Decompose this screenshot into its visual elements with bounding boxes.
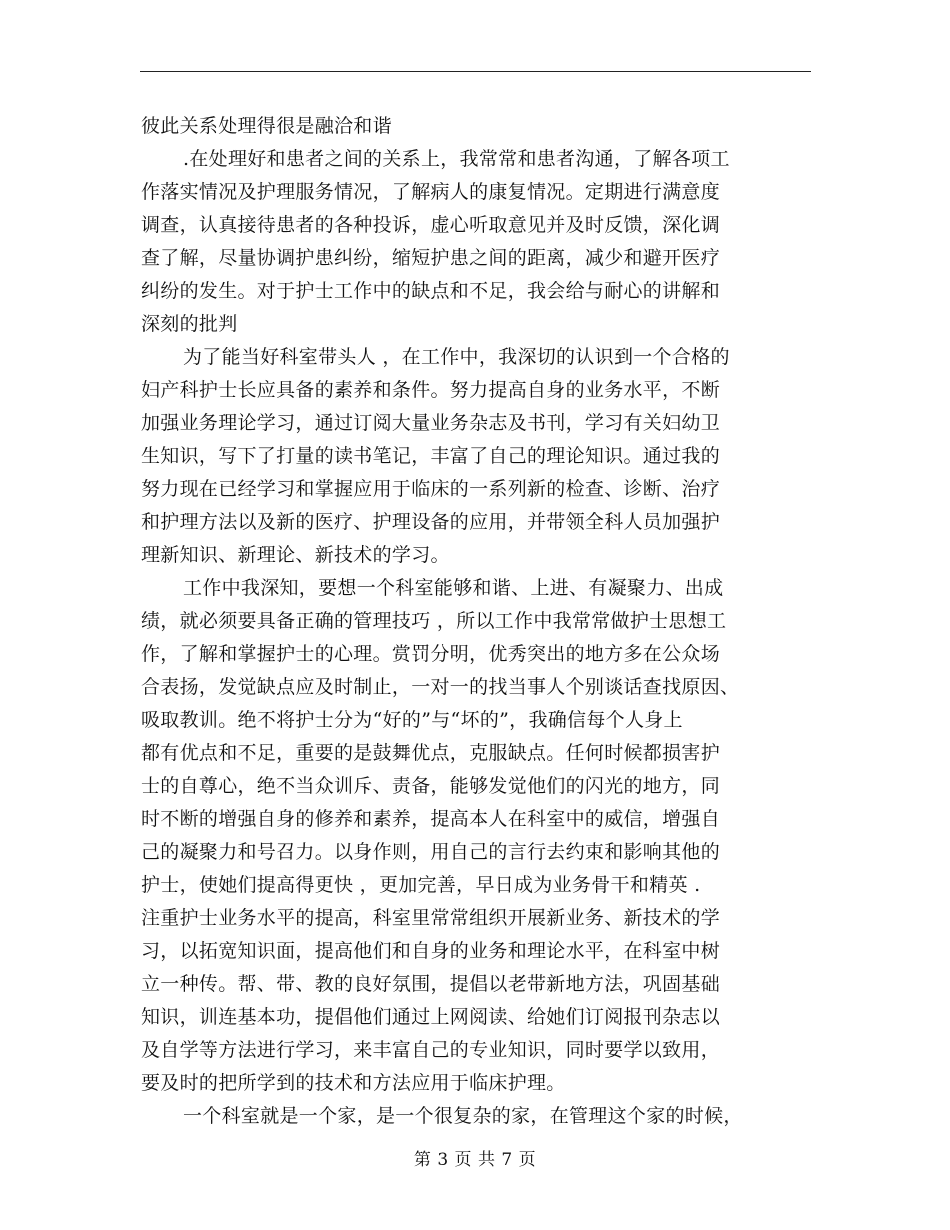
- text-line: 注重护士业务水平的提高，科室里常常组织开展新业务、新技术的学: [141, 907, 721, 929]
- document-body: [141, 110, 811, 1133]
- text-line: 都有优点和不足，重要的是鼓舞优点，克服缺点。任何时候都损害护: [141, 742, 721, 764]
- text-line: 己的凝聚力和号召力。以身作则，用自己的言行去约束和影响其他的: [141, 841, 721, 863]
- text-line: 彼此关系处理得很是融洽和谐: [141, 115, 392, 137]
- text-line: 调查，认真接待患者的各种投诉，虚心听取意见并及时反馈，深化调: [141, 214, 721, 236]
- text-line: 及自学等方法进行学习，来丰富自己的专业知识，同时要学以致用，: [141, 1039, 721, 1061]
- text-line: 时不断的增强自身的修养和素养，提高本人在科室中的威信，增强自: [141, 808, 721, 830]
- text-line: 吸取教训。绝不将护士分为“好的”与“坏的”，我确信每个人身上: [141, 709, 683, 731]
- text-line: 作落实情况及护理服务情况，了解病人的康复情况。定期进行满意度: [141, 181, 721, 203]
- text-line: 作，了解和掌握护士的心理。赏罚分明，优秀突出的地方多在公众场: [141, 643, 721, 665]
- text-line: 习，以拓宽知识面，提高他们和自身的业务和理论水平，在科室中树: [141, 940, 721, 962]
- text-line: 绩，就必须要具备正确的管理技巧 ，所以工作中我常常做护士思想工: [141, 610, 727, 632]
- text-line: 查了解，尽量协调护患纠纷，缩短护患之间的距离，减少和避开医疗: [141, 247, 721, 269]
- text-line: 护士，使她们提高得更快 ，更加完善，早日成为业务骨干和精英 .: [141, 874, 701, 896]
- text-line: 和护理方法以及新的医疗、护理设备的应用，并带领全科人员加强护: [141, 511, 721, 533]
- text-line: 立一种传。帮、带、教的良好氛围，提倡以老带新地方法，巩固基础: [141, 973, 721, 995]
- text-line: 生知识，写下了打量的读书笔记，丰富了自己的理论知识。通过我的: [141, 445, 721, 467]
- text-line: 知识，训连基本功，提倡他们通过上网阅读、给她们订阅报刊杂志以: [141, 1006, 721, 1028]
- text-line: 工作中我深知，要想一个科室能够和谐、上进、有凝聚力、出成: [183, 577, 724, 599]
- page-number: 第 3 页 共 7 页: [413, 1150, 537, 1170]
- text-line: 纠纷的发生。对于护士工作中的缺点和不足，我会给与耐心的讲解和: [141, 280, 721, 302]
- text-line: 合表扬，发觉缺点应及时制止，一对一的找当事人个别谈话查找原因、: [141, 676, 740, 698]
- text-line: 努力现在已经学习和掌握应用于临床的一系列新的检查、诊断、治疗: [141, 478, 721, 500]
- text-line: 为了能当好科室带头人 ，在工作中，我深切的认识到一个合格的: [183, 346, 730, 368]
- text-line: 加强业务理论学习，通过订阅大量业务杂志及书刊，学习有关妇幼卫: [141, 412, 721, 434]
- header-rule: [140, 71, 811, 72]
- text-line: 理新知识、新理论、新技术的学习。: [141, 544, 450, 566]
- text-line: 一个科室就是一个家，是一个很复杂的家，在管理这个家的时候，: [183, 1105, 743, 1127]
- text-line: 士的自尊心，绝不当众训斥、责备，能够发觉他们的闪光的地方，同: [141, 775, 721, 797]
- text-line: .在处理好和患者之间的关系上，我常常和患者沟通，了解各项工: [183, 148, 730, 170]
- text-line: 要及时的把所学到的技术和方法应用于临床护理。: [141, 1072, 566, 1094]
- text-line: 深刻的批判: [141, 313, 238, 335]
- text-line: 妇产科护士长应具备的素养和条件。努力提高自身的业务水平，不断: [141, 379, 721, 401]
